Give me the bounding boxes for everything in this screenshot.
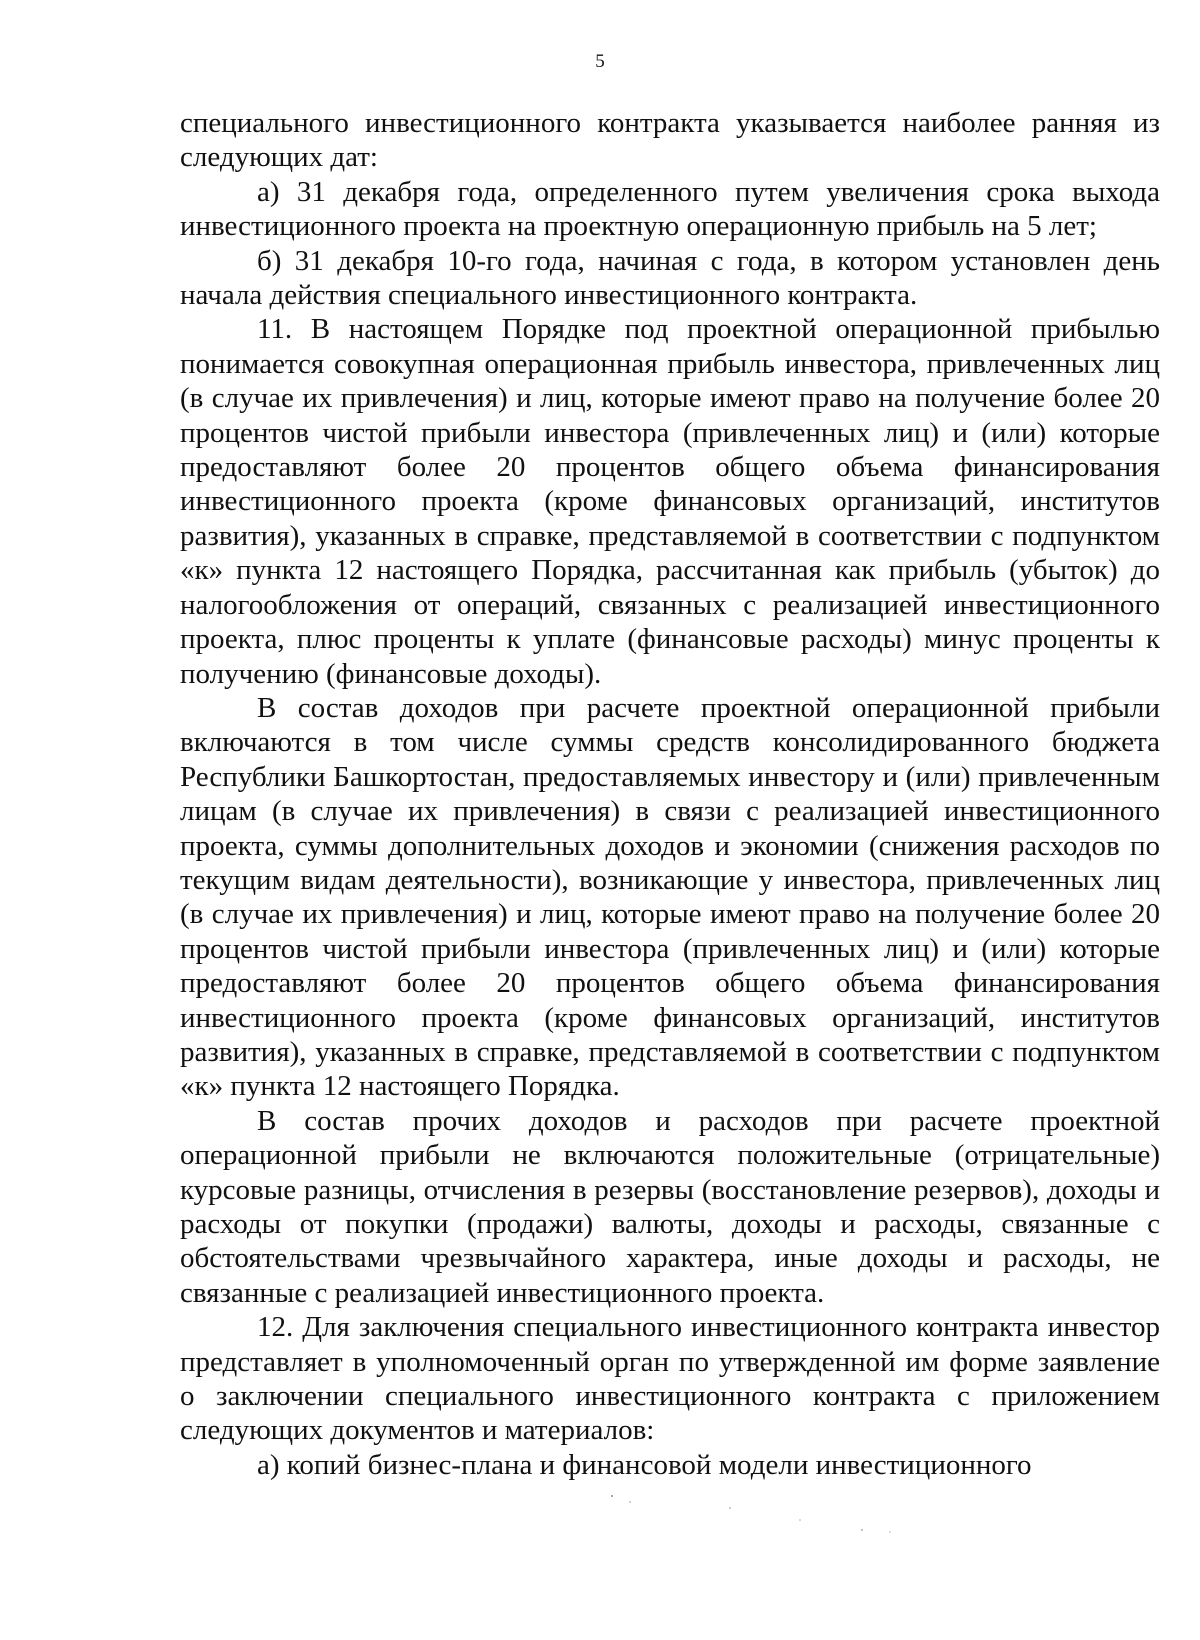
paragraph-income-composition: В состав доходов при расчете проектной операционной прибыли включаются в том числе суммы средств консолидированного бюджета Республики Башкортостан, предоставляемых инвестору и (или) привлеченным лицам (в случае их привлечения) в связи с реализацией инвестиционного проекта, суммы дополнительных доходов и экономии (снижения расходов по текущим видам деятельности), возникающие у инвестора, привлеченных лиц (в случае их привлечения) и лиц, которые имеют право на получение более 20 процентов чистой прибыли инвестора (привлеченных лиц) и (или) которые предоставляют более 20 процентов общего объема финансирования инвестиционного проекта (кроме финансовых организаций, институтов развития), указанных в справке, представляемой в соответствии с подпунктом «к» пункта 12 настоящего Порядка. <box>180 691 1160 1103</box>
paragraph-clause-11: 11. В настоящем Порядке под проектной операционной прибылью понимается совокупная операционная прибыль инвестора, привлеченных лиц (в случае их привлечения) и лиц, которые имеют право на получение более 20 процентов чистой прибыли инвестора (привлеченных лиц) и (или) которые предоставляют более 20 процентов общего объема финансирования инвестиционного проекта (кроме финансовых организаций, институтов развития), указанных в справке, представляемой в соответствии с подпунктом «к» пункта 12 настоящего Порядка, рассчитанная как прибыль (убыток) до налогообложения от операций, связанных с реализацией инвестиционного проекта, плюс проценты к уплате (финансовые расходы) минус проценты к получению (финансовые доходы). <box>180 313 1160 690</box>
paragraph-item-a: а) 31 декабря года, определенного путем увеличения срока выхода инвестиционного проекта на проектную операционную прибыль на 5 лет; <box>180 175 1160 243</box>
paragraph-continuation: специального инвестиционного контракта указывается наиболее ранняя из следующих дат: <box>180 107 1160 174</box>
paragraph-item-a-copies: а) копий бизнес-плана и финансовой модели инвестиционного <box>257 1448 1032 1481</box>
paragraph-item-b: б) 31 декабря 10-го года, начиная с года, в котором установлен день начала действия специального инвестиционного контракта. <box>180 244 1160 312</box>
page-number: 5 <box>595 51 605 72</box>
scan-specks <box>600 1490 940 1630</box>
paragraph-clause-12: 12. Для заключения специального инвестиционного контракта инвестор представляет в уполномоченный орган по утвержденной им форме заявление о заключении специального инвестиционного контракта с приложением следующих документов и материалов: <box>180 1311 1160 1447</box>
paragraph-excluded-income: В состав прочих доходов и расходов при расчете проектной операционной прибыли не включаются положительные (отрицательные) курсовые разницы, отчисления в резервы (восстановление резервов), доходы и расходы от покупки (продажи) валюты, доходы и расходы, связанные с обстоятельствами чрезвычайного характера, иные доходы и расходы, не связанные с реализацией инвестиционного проекта. <box>180 1104 1160 1309</box>
document-body <box>180 106 1160 1482</box>
